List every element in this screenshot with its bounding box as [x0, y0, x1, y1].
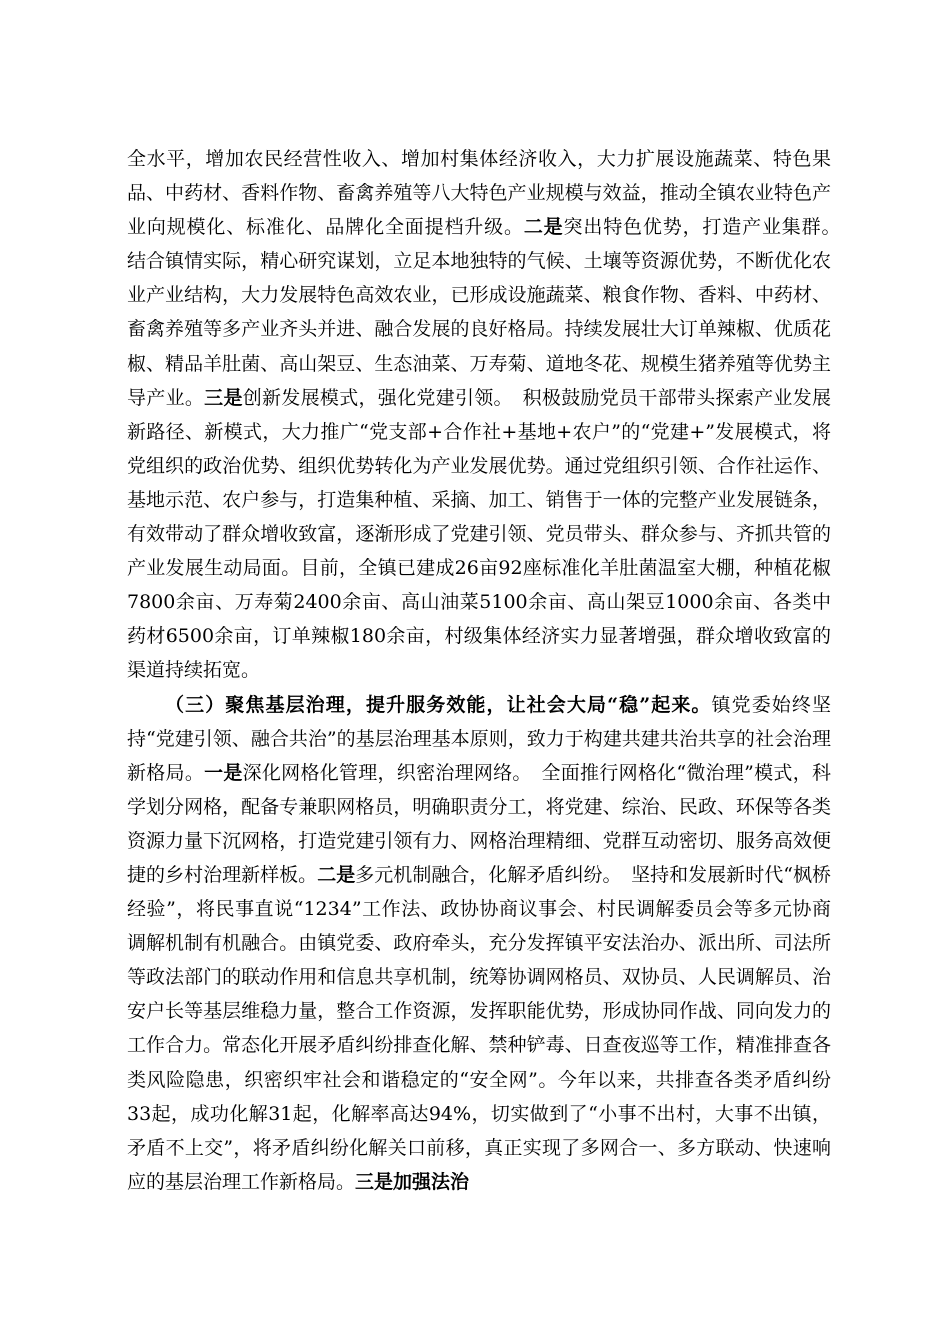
bold-marker: 二是	[317, 863, 356, 886]
paragraph-grassroots-governance	[127, 688, 831, 1199]
section-heading: （三）聚焦基层治理，提升服务效能，让社会大局“稳”起来。	[165, 693, 712, 716]
bold-marker: 一是	[204, 761, 243, 784]
text-run: 创新发展模式，强化党建引领。 积极鼓励党员干部带头探索产业发展新路径、新模式，大力推广“党支部+合作社+基地+农户”的“党建+”发展模式，将党组织的政治优势、组织优势转化为产业发展优势。通过党组织引领、合作社运作、基地示范、农户参与，打造集种植、采摘、加工、销售于一体的完整产业发展链条，有效带动了群众增收致富，逐渐形成了党建引领、党员带头、群众参与、齐抓共管的产业发展生动局面。目前，全镇已建成26亩92座标准化羊肚菌温室大棚，种植花椒7800余亩、万寿菊2400余亩、高山油菜5100余亩、高山架豆1000余亩、各类中药材6500余亩，订单辣椒180余亩，村级集体经济实力显著增强，群众增收致富的渠道持续拓宽。	[127, 386, 831, 682]
bold-marker: 二是	[523, 216, 564, 239]
bold-marker: 三是	[204, 386, 243, 409]
text-run: 多元机制融合，化解矛盾纠纷。 坚持和发展新时代“枫桥经验”，将民事直说“1234”工作法、政协协商议事会、村民调解委员会等多元协商调解机制有机融合。由镇党委、政府牵头，充分发挥镇平安法治办、派出所、司法所等政法部门的联动作用和信息共享机制，统筹协调网格员、双协员、人民调解员、治安户长等基层维稳力量，整合工作资源，发挥职能优势，形成协同作战、同向发力的工作合力。常态化开展矛盾纠纷排查化解、禁种铲毒、日查夜巡等工作，精准排查各类风险隐患，织密织牢社会和谐稳定的“安全网”。今年以来，共排查各类矛盾纠纷33起，成功化解31起，化解率高达94%，切实做到了“小事不出村，大事不出镇，矛盾不上交”，将矛盾纠纷化解关口前移，真正实现了多网合一、多方联动、快速响应的基层治理工作新格局。	[127, 863, 831, 1193]
text-run: 全水平，增加农民经营性收入、增加村集体经济收入，大力扩展设施蔬菜、特色果品、中药材、香料作物、畜禽养殖等八大特色产业规模与效益，推动全镇农业特色产业向规模化、标准化、品牌化全面提档升级。	[127, 148, 831, 239]
text-run: 镇党委始终坚持“党建引领、融合共治”的基层治理基本原则，致力于构建共建共治共享的社会治理新格局。	[127, 693, 831, 784]
text-run: 突出特色优势，打造产业集群。 结合镇情实际，精心研究谋划，立足本地独特的气候、土壤等资源优势，不断优化农业产业结构，大力发展特色高效农业，已形成设施蔬菜、粮食作物、香料、中药材、畜禽养殖等多产业齐头并进、融合发展的良好格局。持续发展壮大订单辣椒、优质花椒、精品羊肚菌、高山架豆、生态油菜、万寿菊、道地冬花、规模生猪养殖等优势主导产业。	[127, 216, 850, 409]
text-run: 深化网格化管理，织密治理网络。 全面推行网格化“微治理”模式，科学划分网格，配备专兼职网格员，明确职责分工，将党建、综治、民政、环保等各类资源力量下沉网格，打造党建引领有力、网格治理精细、党群互动密切、服务高效便捷的乡村治理新样板。	[127, 761, 831, 886]
document-body	[127, 142, 850, 1199]
bold-marker: 三是加强法治	[355, 1170, 470, 1193]
paragraph-industry-development	[127, 142, 850, 688]
